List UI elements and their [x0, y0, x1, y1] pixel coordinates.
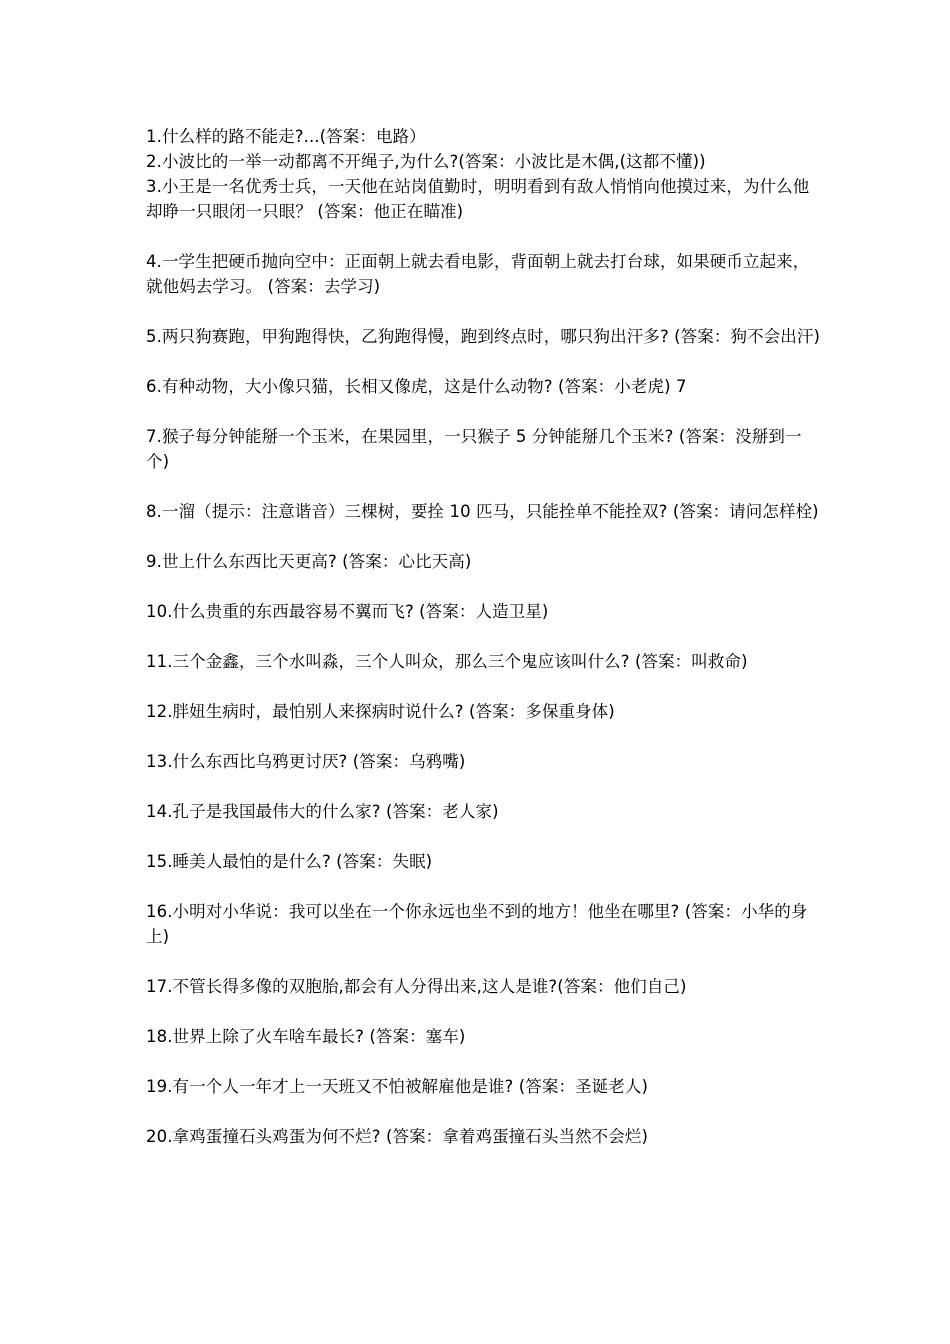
riddle-item-11: 11.三个金鑫，三个水叫淼，三个人叫众，那么三个鬼应该叫什么? (答案：叫救命) [146, 652, 748, 671]
riddle-item-18: 18.世界上除了火车啥车最长? (答案：塞车) [146, 1027, 466, 1046]
riddle-item-13: 13.什么东西比乌鸦更讨厌? (答案：乌鸦嘴) [146, 752, 466, 771]
riddle-item-12: 12.胖妞生病时，最怕别人来探病时说什么? (答案：多保重身体) [146, 702, 615, 721]
riddle-item-7: 7.猴子每分钟能掰一个玉米，在果园里，一只猴子 5 分钟能掰几个玉米? (答案：没掰到一个) [146, 427, 802, 471]
riddle-item-5: 5.两只狗赛跑，甲狗跑得快，乙狗跑得慢，跑到终点时，哪只狗出汗多? (答案：狗不会出汗) [146, 327, 821, 346]
riddle-item-8: 8.一溜（提示：注意谐音）三棵树，要拴 10 匹马，只能拴单不能拴双? (答案：请问怎样栓) [146, 502, 819, 521]
riddle-item-15: 15.睡美人最怕的是什么? (答案：失眠) [146, 852, 433, 871]
riddle-item-17: 17.不管长得多像的双胞胎,都会有人分得出来,这人是谁?(答案：他们自己) [146, 977, 687, 996]
riddle-item-16: 16.小明对小华说：我可以坐在一个你永远也坐不到的地方！他坐在哪里? (答案：小华的身上) [146, 902, 808, 946]
riddle-item-6: 6.有种动物，大小像只猫，长相又像虎，这是什么动物? (答案：小老虎) 7 [146, 377, 687, 396]
riddle-item-9: 9.世上什么东西比天更高? (答案：心比天高) [146, 552, 472, 571]
riddle-item-20: 20.拿鸡蛋撞石头鸡蛋为何不烂? (答案：拿着鸡蛋撞石头当然不会烂) [146, 1127, 649, 1146]
riddle-item-2: 2.小波比的一举一动都离不开绳子,为什么?(答案：小波比是木偶,(这都不懂)) [146, 152, 706, 171]
riddle-item-4: 4.一学生把硬币抛向空中：正面朝上就去看电影，背面朝上就去打台球，如果硬币立起来，就他妈去学习。 (答案：去学习) [146, 252, 810, 296]
riddle-item-14: 14.孔子是我国最伟大的什么家? (答案：老人家) [146, 802, 499, 821]
riddle-item-3: 3.小王是一名优秀士兵，一天他在站岗值勤时，明明看到有敌人悄悄向他摸过来，为什么他却睁一只眼闭一只眼？ (答案：他正在瞄准) [146, 177, 810, 221]
riddle-item-10: 10.什么贵重的东西最容易不翼而飞? (答案：人造卫星) [146, 602, 549, 621]
riddle-item-19: 19.有一个人一年才上一天班又不怕被解雇他是谁? (答案：圣诞老人) [146, 1077, 649, 1096]
riddle-list [146, 124, 822, 1149]
riddle-item-1: 1.什么样的路不能走?...(答案：电路） [146, 127, 426, 146]
